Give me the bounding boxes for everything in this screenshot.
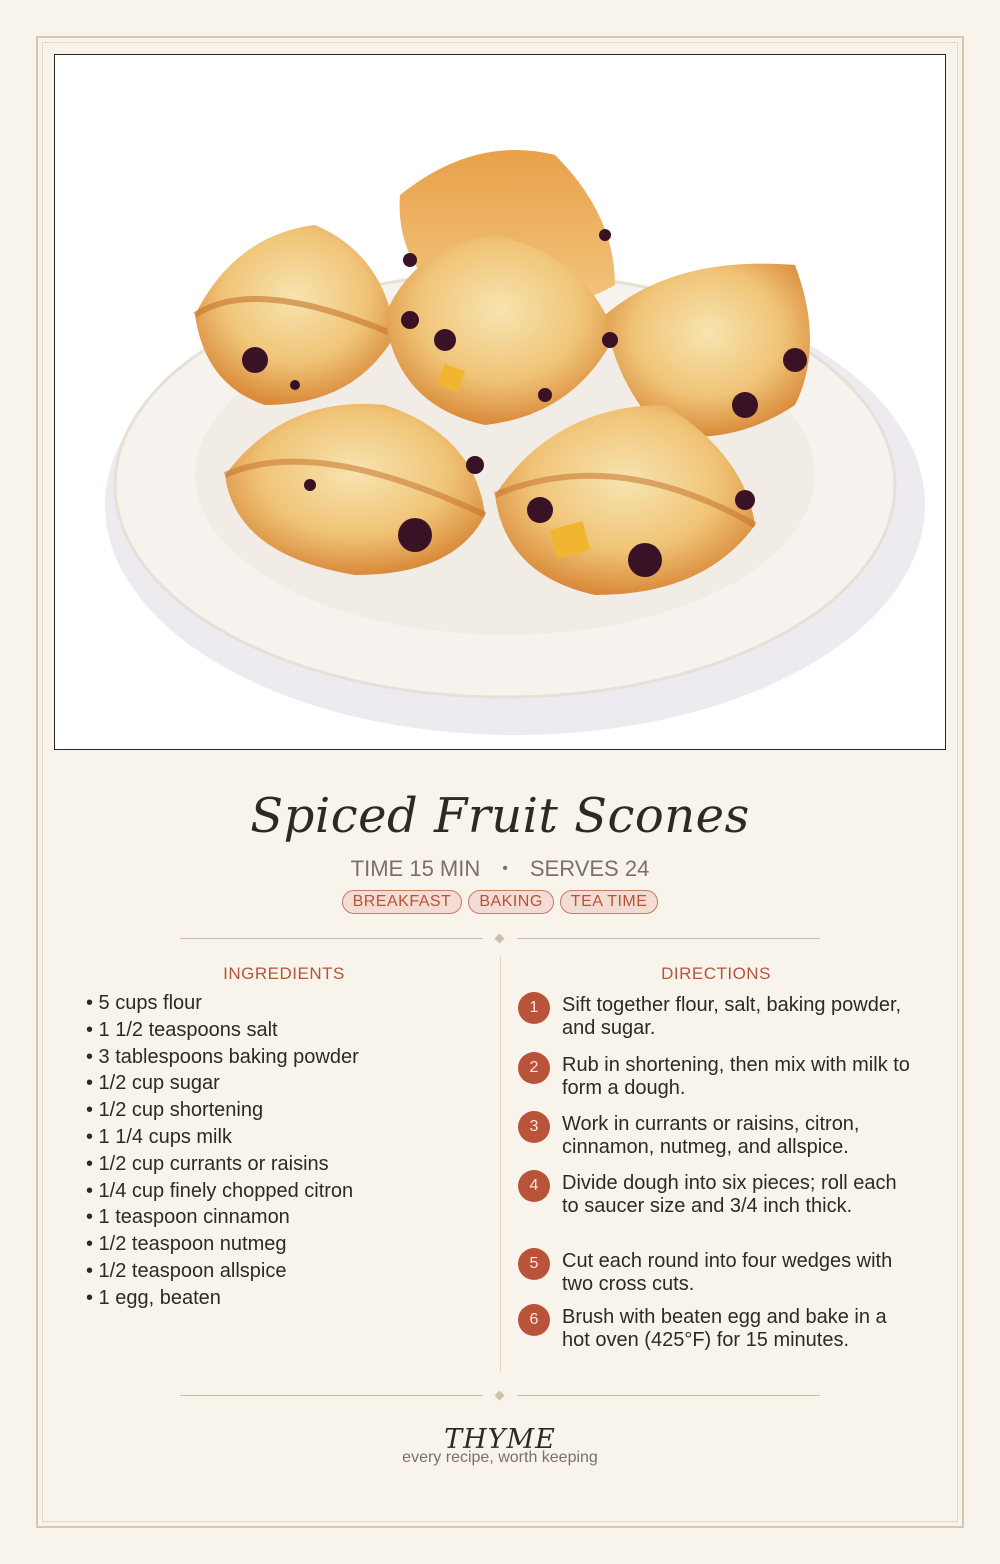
step-text: Divide dough into six pieces; roll each to saucer size and 3/4 inch thick.	[562, 1172, 897, 1217]
tag-list	[0, 890, 1000, 914]
tag-baking[interactable]: BAKING	[468, 890, 553, 914]
ingredient-item: • 1/2 teaspoon allspice	[86, 1259, 287, 1282]
step-number-badge: 2	[518, 1052, 550, 1084]
meta-separator: •	[502, 860, 508, 877]
step-text: Rub in shortening, then mix with milk to form a dough.	[562, 1054, 910, 1099]
step-number-badge: 1	[518, 992, 550, 1024]
diamond-ornament-icon	[495, 1391, 505, 1401]
step-text: Brush with beaten egg and bake in a hot oven (425°F) for 15 minutes.	[562, 1306, 887, 1351]
prep-time: TIME 15 MIN	[350, 856, 481, 881]
ingredient-item: • 1/2 cup currants or raisins	[86, 1152, 329, 1175]
ingredient-item: • 1 1/4 cups milk	[86, 1125, 232, 1148]
brand-tagline: every recipe, worth keeping	[402, 1449, 598, 1466]
directions-heading: DIRECTIONS	[661, 964, 771, 983]
step-number-badge: 4	[518, 1170, 550, 1202]
ingredient-item: • 3 tablespoons baking powder	[86, 1045, 359, 1068]
tag-tea-time[interactable]: TEA TIME	[560, 890, 659, 914]
ingredient-item: • 1 1/2 teaspoons salt	[86, 1018, 278, 1041]
step-text: Work in currants or raisins, citron, cinnamon, nutmeg, and allspice.	[562, 1113, 860, 1158]
ingredient-item: • 1 teaspoon cinnamon	[86, 1206, 290, 1229]
step-text: Cut each round into four wedges with two cross cuts.	[562, 1250, 893, 1295]
step-number-badge: 5	[518, 1248, 550, 1280]
scones-illustration	[55, 55, 945, 749]
tag-breakfast[interactable]: BREAKFAST	[342, 890, 463, 914]
ingredient-item: • 1/4 cup finely chopped citron	[86, 1179, 354, 1202]
top-divider	[180, 932, 820, 946]
servings: SERVES 24	[529, 856, 650, 881]
step-number-badge: 6	[518, 1304, 550, 1336]
recipe-photo	[54, 54, 946, 750]
ingredient-item: • 1/2 cup shortening	[86, 1099, 264, 1122]
ingredient-item: • 5 cups flour	[86, 992, 202, 1014]
ingredients-list	[86, 990, 486, 1312]
step-text: Sift together flour, salt, baking powder, and sugar.	[562, 994, 902, 1039]
ingredient-item: • 1 egg, beaten	[86, 1286, 221, 1309]
brand-name: THYME	[444, 1424, 556, 1455]
recipe-title: Spiced Fruit Scones	[250, 788, 750, 844]
ingredient-item: • 1/2 cup sugar	[86, 1072, 220, 1095]
bottom-divider	[180, 1389, 820, 1403]
diamond-ornament-icon	[495, 934, 505, 944]
column-separator	[500, 956, 501, 1372]
recipe-meta	[0, 856, 1000, 882]
ingredients-heading: INGREDIENTS	[223, 964, 345, 983]
ingredient-item: • 1/2 teaspoon nutmeg	[86, 1233, 287, 1256]
step-number-badge: 3	[518, 1111, 550, 1143]
